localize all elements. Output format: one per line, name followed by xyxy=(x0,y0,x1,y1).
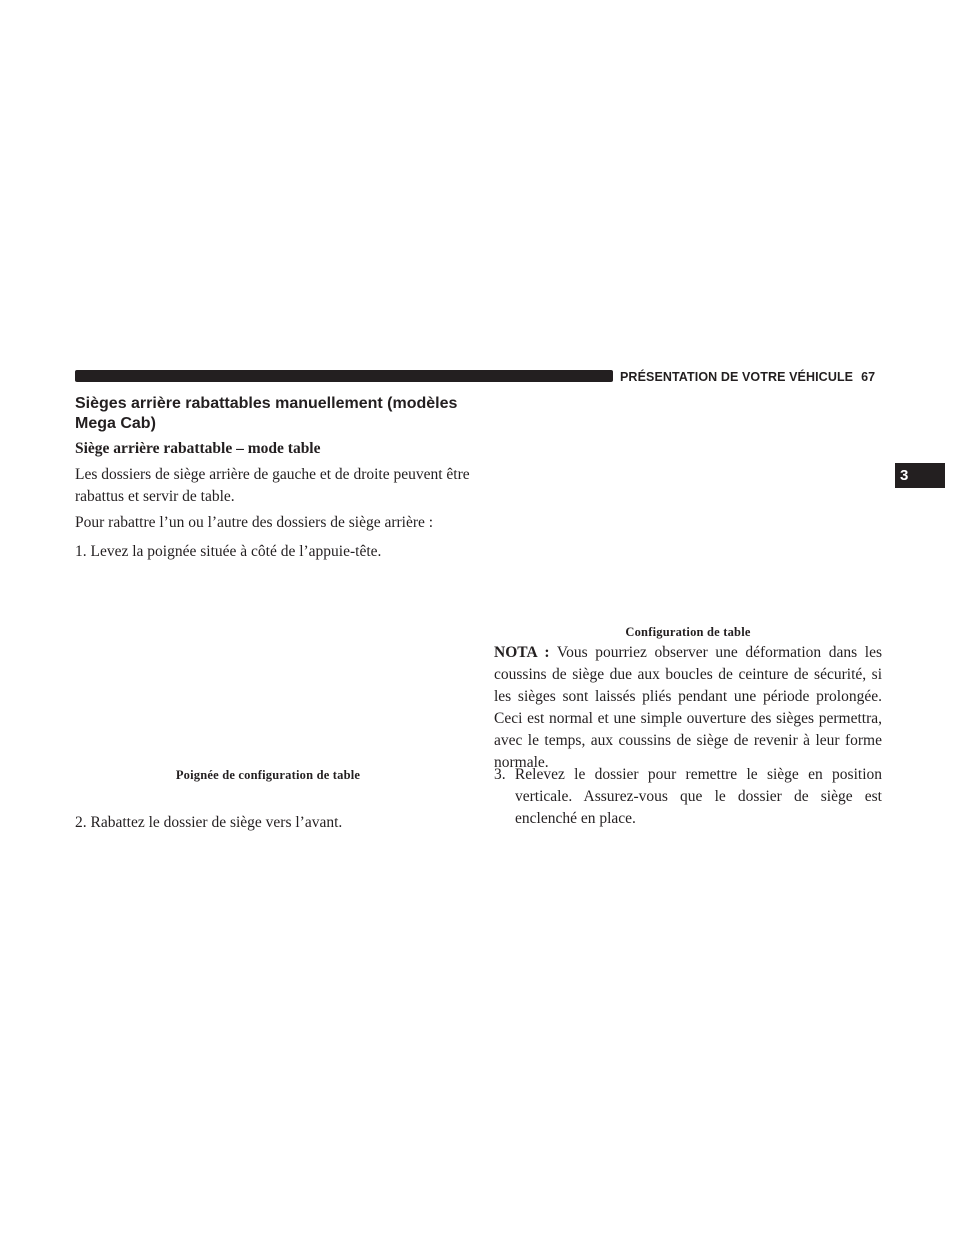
header-rule xyxy=(75,370,613,382)
step-3: 3. Relevez le dossier pour remettre le siège en position verticale. Assurez-vous que le dossier de siège est enclenché en place. xyxy=(494,766,882,827)
nota-text: Vous pourriez observer une déformation dans les coussins de siège due aux boucles de ceinture de sécurité, si les sièges sont laissés pliés pendant une période prolongée. Ceci est normal et une simple ouverture des sièges permettra, avec le temps, aux coussins de siège de revenir à leur forme normale. xyxy=(494,644,882,771)
section-heading: Sièges arrière rabattables manuellement (modèles Mega Cab) xyxy=(75,395,458,432)
section-title: PRÉSENTATION DE VOTRE VÉHICULE xyxy=(620,370,854,384)
figure-caption-handle: Poignée de configuration de table xyxy=(175,768,361,782)
nota-label: NOTA : xyxy=(494,644,550,661)
instruction-paragraph: Pour rabattre l’un ou l’autre des dossiers de siège arrière : xyxy=(75,514,434,531)
nota-paragraph xyxy=(494,642,882,774)
running-head xyxy=(620,368,882,386)
figure-caption-table: Configuration de table xyxy=(625,625,751,639)
page-number: 67 xyxy=(861,370,876,384)
step-1: 1. Levez la poignée située à côté de l’appuie-tête. xyxy=(75,543,382,560)
subheading: Siège arrière rabattable – mode table xyxy=(75,440,321,457)
intro-paragraph: Les dossiers de siège arrière de gauche et de droite peuvent être rabattus et servir de table. xyxy=(75,466,470,505)
step-2: 2. Rabattez le dossier de siège vers l’avant. xyxy=(75,814,343,831)
chapter-tab: 3 xyxy=(895,463,945,488)
